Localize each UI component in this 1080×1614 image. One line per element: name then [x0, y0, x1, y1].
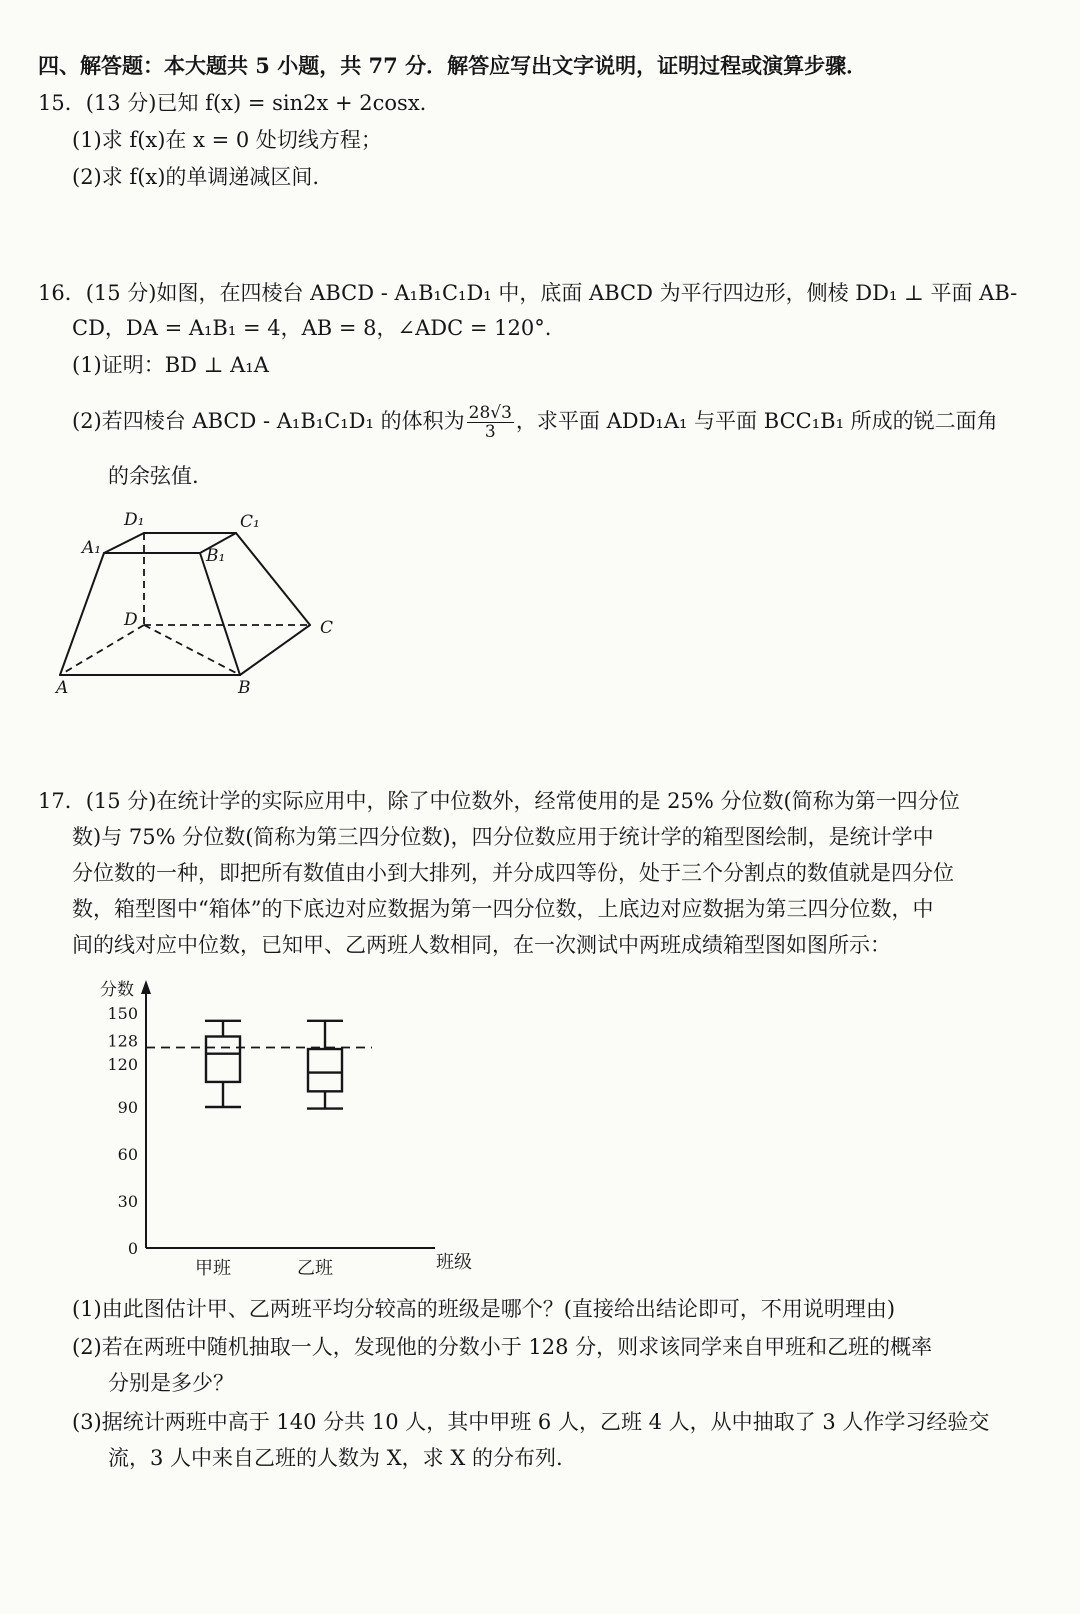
edge-bc: [240, 625, 310, 675]
q17-line1: 17．(15 分)在统计学的实际应用中，除了中位数外，经常使用的是 25% 分位数(简称为第一四分位: [38, 789, 960, 813]
q16-stem-line1: 16．(15 分)如图，在四棱台 ABCD - A₁B₁C₁D₁ 中，底面 ABCD 为平行四边形，侧棱 DD₁ ⊥ 平面 AB-: [38, 281, 1018, 305]
volume-fraction: [467, 404, 514, 441]
q17-part3-line1: (3)据统计两班中高于 140 分共 10 人，其中甲班 6 人，乙班 4 人，从中抽取了 3 人作学习经验交: [72, 1410, 990, 1434]
q16-stem-line2: CD，DA = A₁B₁ = 4，AB = 8，∠ADC = 120°.: [72, 316, 552, 340]
q16-part1: (1)证明：BD ⊥ A₁A: [72, 353, 269, 377]
y-tick-label: 90: [117, 1098, 138, 1117]
y-tick-label: 60: [117, 1145, 138, 1164]
box-body: [308, 1049, 342, 1091]
edge-da-hidden: [60, 625, 144, 675]
box-class-jia: [205, 1021, 241, 1107]
x-category-label: 乙班: [297, 1258, 333, 1279]
x-category-label: 甲班: [195, 1258, 231, 1279]
q17-part2-line1: (2)若在两班中随机抽取一人，发现他的分数小于 128 分，则求该同学来自甲班和乙班的概率: [72, 1335, 933, 1359]
label-d1: D₁: [124, 510, 145, 530]
q16-part2-text-b: ，求平面 ADD₁A₁ 与平面 BCC₁B₁ 所成的锐二面角: [515, 409, 998, 433]
section-header: 四、解答题：本大题共 5 小题，共 77 分．解答应写出文字说明，证明过程或演算步骤．: [38, 53, 868, 78]
q17-line4: 数，箱型图中“箱体”的下底边对应数据为第一四分位数，上底边对应数据为第三四分位数，中: [72, 897, 934, 921]
box-class-yi: [307, 1021, 343, 1109]
q17-part1: (1)由此图估计甲、乙两班平均分较高的班级是哪个？(直接给出结论即可，不用说明理由): [72, 1297, 896, 1321]
y-axis-title: 分数: [100, 980, 134, 1000]
label-b1: B₁: [206, 546, 226, 566]
y-tick-label: 30: [117, 1192, 138, 1211]
x-axis-title: 班级: [436, 1252, 472, 1273]
label-a: A: [56, 678, 69, 695]
y-tick-label: 128: [107, 1031, 138, 1051]
label-a1: A₁: [82, 538, 102, 558]
q16-part2: [72, 404, 998, 441]
y-tick-label: 120: [107, 1055, 138, 1074]
q15-part2: (2)求 f(x)的单调递减区间.: [72, 165, 320, 189]
edge-c1c: [236, 533, 310, 625]
y-axis-arrow: [141, 980, 151, 994]
fraction-numerator: 28√3: [468, 403, 512, 423]
label-b: B: [238, 678, 251, 695]
q17-line2: 数)与 75% 分位数(简称为第三四分位数)，四分位数应用于统计学的箱型图绘制，是统计学中: [72, 825, 934, 849]
q16-part2-line2: 的余弦值.: [108, 464, 199, 488]
q17-line3: 分位数的一种，即把所有数值由小到大排列，并分成四等份，处于三个分割点的数值就是四分位: [72, 861, 954, 885]
edge-a1d1: [104, 533, 144, 553]
fraction-denominator: 3: [484, 422, 496, 442]
label-d: D: [124, 610, 138, 630]
frustum-figure: [40, 495, 360, 695]
label-c: C: [320, 618, 334, 638]
box-body: [206, 1037, 240, 1082]
y-tick-label: 0: [127, 1239, 138, 1258]
q17-line5: 间的线对应中位数，已知甲、乙两班人数相同，在一次测试中两班成绩箱型图如图所示：: [72, 933, 891, 957]
q15-part1: (1)求 f(x)在 x = 0 处切线方程；: [72, 128, 382, 152]
y-tick-label: 150: [107, 1004, 138, 1023]
q16-part2-text-a: (2)若四棱台 ABCD - A₁B₁C₁D₁ 的体积为: [72, 409, 465, 433]
edge-a1a: [60, 553, 104, 675]
edge-b1b: [200, 553, 240, 675]
q15-stem: 15．(13 分)已知 f(x) = sin2x + 2cosx.: [38, 91, 427, 115]
label-c1: C₁: [240, 512, 260, 532]
q17-part2-line2: 分别是多少？: [108, 1371, 234, 1395]
box-plot-chart: [90, 968, 490, 1288]
q17-part3-line2: 流，3 人中来自乙班的人数为 X，求 X 的分布列.: [108, 1446, 563, 1470]
